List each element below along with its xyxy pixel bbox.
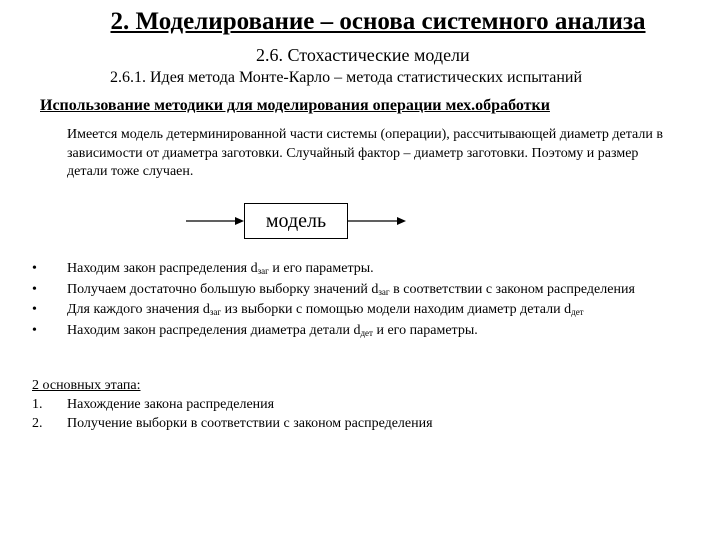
list-item [32, 301, 682, 322]
list-item [32, 281, 682, 302]
subscript: дет [360, 327, 373, 338]
step-text: Для каждого значения d [67, 302, 210, 317]
output-arrowhead [397, 217, 406, 225]
stage-text: Получение выборки в соответствии с законом распределения [67, 415, 433, 431]
input-arrowhead [235, 217, 244, 225]
subscript: заг [378, 286, 390, 297]
steps-list [32, 260, 682, 342]
step-text: в соответствии с законом распределения [389, 281, 635, 297]
step-text: Находим закон распределения диаметра детали d [67, 322, 361, 338]
bullet-marker: • [32, 302, 37, 317]
step-text: Находим закон распределения d [67, 261, 258, 276]
bullet-marker: • [32, 261, 37, 276]
model-box: модель [244, 203, 348, 239]
step-text: из выборки с помощью модели находим диаметр детали d [221, 302, 572, 317]
subscript: дет [571, 307, 584, 317]
stage-number: 1. [32, 397, 43, 412]
subscript: заг [209, 307, 222, 317]
stage-text: Нахождение закона распределения [67, 397, 275, 412]
step-text: Получаем достаточно большую выборку значений d [67, 281, 379, 297]
bullet-marker: • [32, 322, 37, 338]
list-item [32, 415, 433, 434]
list-item [32, 322, 682, 343]
list-item [32, 396, 433, 415]
step-text: и его параметры. [372, 322, 478, 338]
step-text: и его параметры. [268, 261, 374, 276]
bullet-marker: • [32, 281, 37, 297]
subscript: заг [257, 266, 269, 276]
section-subtitle: 2.6. Стохастические модели [256, 45, 470, 65]
page-title: 2. Моделирование – основа системного анализа [110, 8, 646, 35]
stage-number: 2. [32, 415, 43, 431]
section-heading: Использование методики для моделирования операции мех.обработки [40, 97, 550, 114]
list-item [32, 260, 682, 281]
stages-heading: 2 основных этапа: [32, 378, 141, 393]
subsection-subtitle: 2.6.1. Идея метода Монте-Карло – метода статистических испытаний [110, 69, 583, 86]
intro-paragraph: Имеется модель детерминированной части системы (операции), рассчитывающей диаметр детали в зависимости от диаметра заготовки. Случайный фактор – диаметр заготовки. Поэтому и размер детали тоже случаен. [67, 127, 663, 179]
stages-list [32, 396, 433, 433]
